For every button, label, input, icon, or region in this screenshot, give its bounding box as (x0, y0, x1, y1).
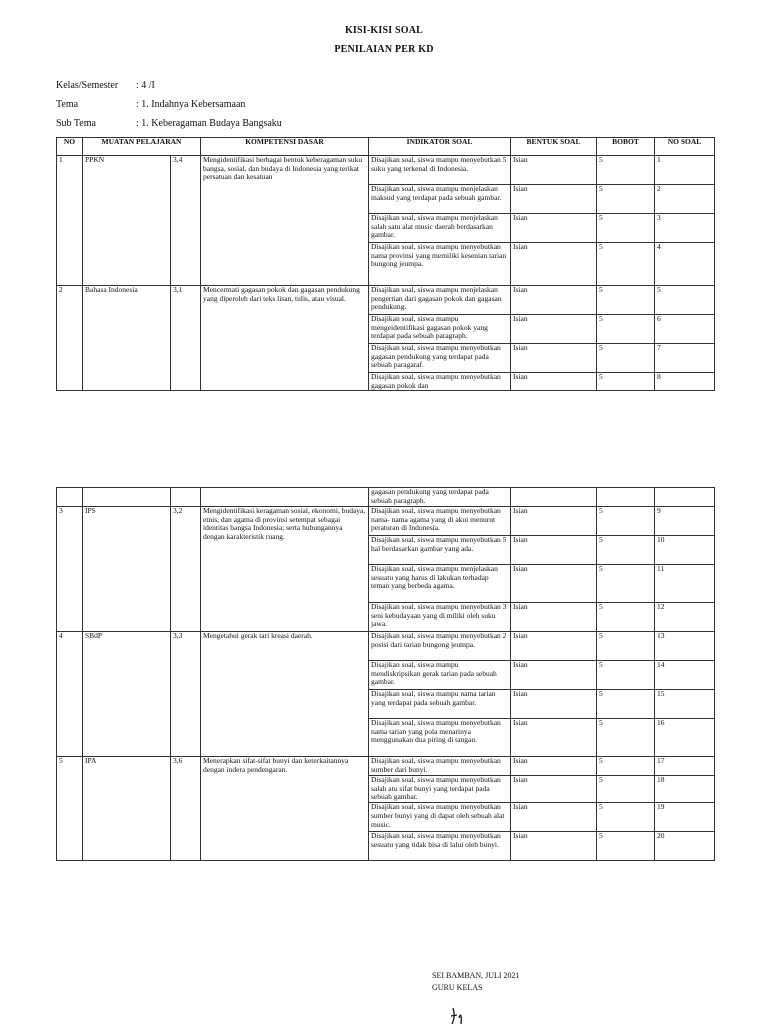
cell-no-soal: 3 (655, 214, 715, 243)
kisi-kisi-table-page1 (56, 137, 715, 391)
cell-no-soal: 7 (655, 344, 715, 373)
cell-empty (201, 488, 369, 507)
sign-place-date: SEI BAMBAN, JULI 2021 (432, 971, 520, 980)
cell-no-soal: 4 (655, 243, 715, 286)
cell-bobot: 5 (597, 757, 655, 776)
cell-indikator: Disajikan soal, siswa mampu menyebutkan 5 suku yang terkenal di Indonesia. (369, 156, 511, 185)
cell-bentuk: Isian (511, 776, 597, 803)
cell-bobot: 5 (597, 344, 655, 373)
cell-bobot: 5 (597, 214, 655, 243)
cell-bobot: 5 (597, 565, 655, 603)
cell-no-soal: 11 (655, 565, 715, 603)
cell-bentuk: Isian (511, 243, 597, 286)
cell-muatan: IPA (83, 757, 171, 861)
meta-label: Sub Tema (56, 118, 96, 129)
cell-muatan: PPKN (83, 156, 171, 286)
cell-kompetensi: Menerapkan sifat-sifat bunyi dan keterkaitannya dengan indera pendengaran. (201, 757, 369, 861)
cell-no-soal: 19 (655, 803, 715, 832)
cell-bentuk: Isian (511, 803, 597, 832)
cell-bentuk: Isian (511, 690, 597, 719)
cell-empty (511, 488, 597, 507)
cell-bentuk: Isian (511, 373, 597, 391)
cell-kd-number: 3,4 (171, 156, 201, 286)
cell-indikator: Disajikan soal, siswa mampu menyebutkan sesuatu yang tidak bisa di lalui oleh bunyi. (369, 832, 511, 861)
cell-bobot: 5 (597, 719, 655, 757)
table-body (57, 488, 715, 861)
cell-indikator: Disajikan soal, siswa mampu menyebutkan sumber dari bunyi. (369, 757, 511, 776)
cell-empty (83, 488, 171, 507)
cell-no: 1 (57, 156, 83, 286)
cell-no: 3 (57, 507, 83, 632)
cell-bobot: 5 (597, 536, 655, 565)
cell-empty (171, 488, 201, 507)
cell-muatan: SBdP (83, 632, 171, 757)
cell-bobot: 5 (597, 373, 655, 391)
cell-no-soal: 16 (655, 719, 715, 757)
cell-indikator: Disajikan soal, siswa mampu menyebutkan gagasan pendukung yang terdapat pada sebuah paragaraf. (369, 344, 511, 373)
cell-no: 2 (57, 286, 83, 391)
cell-bobot: 5 (597, 185, 655, 214)
table-row (57, 156, 715, 185)
sign-role: GURU KELAS (432, 983, 483, 992)
cell-indikator: Disajikan soal, siswa mampu mendiskripsikan gerak tarian pada sebuah gambar. (369, 661, 511, 690)
table-body (57, 156, 715, 391)
cell-muatan: Bahasa Indonesia (83, 286, 171, 391)
cell-bobot: 5 (597, 286, 655, 315)
cell-bobot: 5 (597, 243, 655, 286)
cell-kd-number: 3,2 (171, 507, 201, 632)
cell-kd-number: 3,3 (171, 632, 201, 757)
cell-no-soal: 14 (655, 661, 715, 690)
signature-mark (447, 1004, 477, 1024)
cell-kd-number: 3,6 (171, 757, 201, 861)
cell-bentuk: Isian (511, 603, 597, 632)
cell-indikator: Disajikan soal, siswa mampu menyebutkan gagasan pokok dan (369, 373, 511, 391)
cell-bentuk: Isian (511, 757, 597, 776)
cell-no-soal: 2 (655, 185, 715, 214)
cell-bobot: 5 (597, 632, 655, 661)
cell-indikator: Disajikan soal, siswa mampu menyebutkan salah atu sifat bunyi yang terdapat pada sebuah gambar. (369, 776, 511, 803)
cell-bentuk: Isian (511, 536, 597, 565)
cell-indikator: Disajikan soal, siswa mampu mengeidentifikasi gagasan pokok yang terdapat pada sebuah paragraph. (369, 315, 511, 344)
cell-indikator: Disajikan soal, siswa mampu menyebutkan 3 seni kebudayaan yang di miliki oleh suku jawa. (369, 603, 511, 632)
cell-indikator: Disajikan soal, siswa mampu menyebutkan nama provinsi yang memiliki kesenian tarian bungong jeumpa. (369, 243, 511, 286)
table-row (57, 488, 715, 507)
meta-value: : 4 /I (136, 80, 155, 91)
cell-bentuk: Isian (511, 832, 597, 861)
cell-bentuk: Isian (511, 156, 597, 185)
table-row (57, 507, 715, 536)
header-bentuk: BENTUK SOAL (511, 138, 597, 156)
cell-indikator: Disajikan soal, siswa mampu menyebutkan nama- nama agama yang di akui menurut peraturan di Indonesia. (369, 507, 511, 536)
cell-bobot: 5 (597, 776, 655, 803)
cell-kd-number: 3,1 (171, 286, 201, 391)
cell-no: 5 (57, 757, 83, 861)
cell-no-soal: 13 (655, 632, 715, 661)
table-row (57, 757, 715, 776)
cell-bobot: 5 (597, 661, 655, 690)
cell-bentuk: Isian (511, 286, 597, 315)
cell-no-soal: 20 (655, 832, 715, 861)
document-subtitle: PENILAIAN PER KD (334, 44, 434, 55)
cell-no-soal: 9 (655, 507, 715, 536)
meta-subtema (56, 118, 282, 129)
kisi-kisi-table-page2 (56, 487, 715, 861)
cell-no-soal: 12 (655, 603, 715, 632)
document-title: KISI-KISI SOAL (344, 25, 424, 36)
cell-bobot: 5 (597, 315, 655, 344)
cell-no: 4 (57, 632, 83, 757)
cell-indikator: Disajikan soal, siswa mampu menyebutkan 5 hal berdasarkan gambar yang ada. (369, 536, 511, 565)
meta-kelas (56, 80, 155, 91)
table-row (57, 286, 715, 315)
header-no-soal: NO SOAL (655, 138, 715, 156)
cell-indikator: Disajikan soal, siswa mampu menjelaskan pengertian dari gagasan pokok dan gagasan pendukung. (369, 286, 511, 315)
cell-kompetensi: Mengetahui gerak tari kreasi daerah. (201, 632, 369, 757)
cell-indikator: Disajikan soal, siswa mampu nama tarian yang terdapat pada sebuah gambar. (369, 690, 511, 719)
meta-value: : 1. Indahnya Kebersamaan (136, 99, 246, 110)
cell-no-soal: 15 (655, 690, 715, 719)
cell-no-soal: 1 (655, 156, 715, 185)
cell-no-soal: 6 (655, 315, 715, 344)
cell-empty (57, 488, 83, 507)
header-kompetensi: KOMPETENSI DASAR (201, 138, 369, 156)
header-bobot: BOBOT (597, 138, 655, 156)
header-muatan: MUATAN PELAJARAN (83, 138, 201, 156)
cell-bobot: 5 (597, 507, 655, 536)
meta-value: : 1. Keberagaman Budaya Bangsaku (136, 118, 282, 129)
cell-empty (597, 488, 655, 507)
cell-indikator: Disajikan soal, siswa mampu menjelaskan maksud yang terdapat pada sebuah gambar. (369, 185, 511, 214)
cell-no-soal: 5 (655, 286, 715, 315)
cell-indikator: Disajikan soal, siswa mampu menjelaskan salah satu alat music daerah berdasarkan gambar. (369, 214, 511, 243)
cell-bentuk: Isian (511, 632, 597, 661)
cell-indikator: Disajikan soal, siswa mampu menyebutkan sumber bunyi yang di dapat oleh sebuah alat music. (369, 803, 511, 832)
cell-bentuk: Isian (511, 214, 597, 243)
cell-bentuk: Isian (511, 185, 597, 214)
cell-bobot: 5 (597, 156, 655, 185)
cell-bentuk: Isian (511, 507, 597, 536)
cell-bobot: 5 (597, 832, 655, 861)
cell-muatan: IPS (83, 507, 171, 632)
cell-empty (655, 488, 715, 507)
cell-indikator: Disajikan soal, siswa mampu menyebutkan 2 posisi dari tarian bungong jeumpa. (369, 632, 511, 661)
header-indikator: INDIKATOR SOAL (369, 138, 511, 156)
cell-bobot: 5 (597, 603, 655, 632)
cell-kompetensi: Mengidentifikasi keragaman sosial, ekonomi, budaya, etnis, dan agama di provinsi setempat sebagai identitas bangsa Indonesia; serta hubungannya dengan karakteristik ruang. (201, 507, 369, 632)
cell-bentuk: Isian (511, 719, 597, 757)
cell-bentuk: Isian (511, 565, 597, 603)
cell-bentuk: Isian (511, 315, 597, 344)
header-no: NO (57, 138, 83, 156)
meta-label: Tema (56, 99, 79, 110)
cell-bobot: 5 (597, 690, 655, 719)
cell-no-soal: 10 (655, 536, 715, 565)
cell-kompetensi: Mengidentifikasi berbagai bentuk keberagaman suku bangsa, sosial, dan budaya di Indonesia yang terikat persatuan dan kesatuan (201, 156, 369, 286)
table-row (57, 632, 715, 661)
cell-no-soal: 18 (655, 776, 715, 803)
meta-tema (56, 99, 245, 110)
cell-bobot: 5 (597, 803, 655, 832)
meta-label: Kelas/Semester (56, 80, 119, 91)
cell-indikator: Disajikan soal, siswa mampu menyebutkan nama tarian yang pola menarinya menggunakan dua piring di tangan. (369, 719, 511, 757)
cell-bentuk: Isian (511, 344, 597, 373)
cell-bentuk: Isian (511, 661, 597, 690)
cell-no-soal: 17 (655, 757, 715, 776)
cell-indikator: Disajikan soal, siswa mampu menjelaskan sesuatu yang harus di lakukan terhadap teman yang berbeda agama. (369, 565, 511, 603)
cell-indikator: gagasan pendukung yang terdapat pada sebuah paragraph. (369, 488, 511, 507)
cell-no-soal: 8 (655, 373, 715, 391)
cell-kompetensi: Mencermati gagasan pokok dan gagasan pendukung yang diperoleh dari teks lisan, tulis, atau visual. (201, 286, 369, 391)
